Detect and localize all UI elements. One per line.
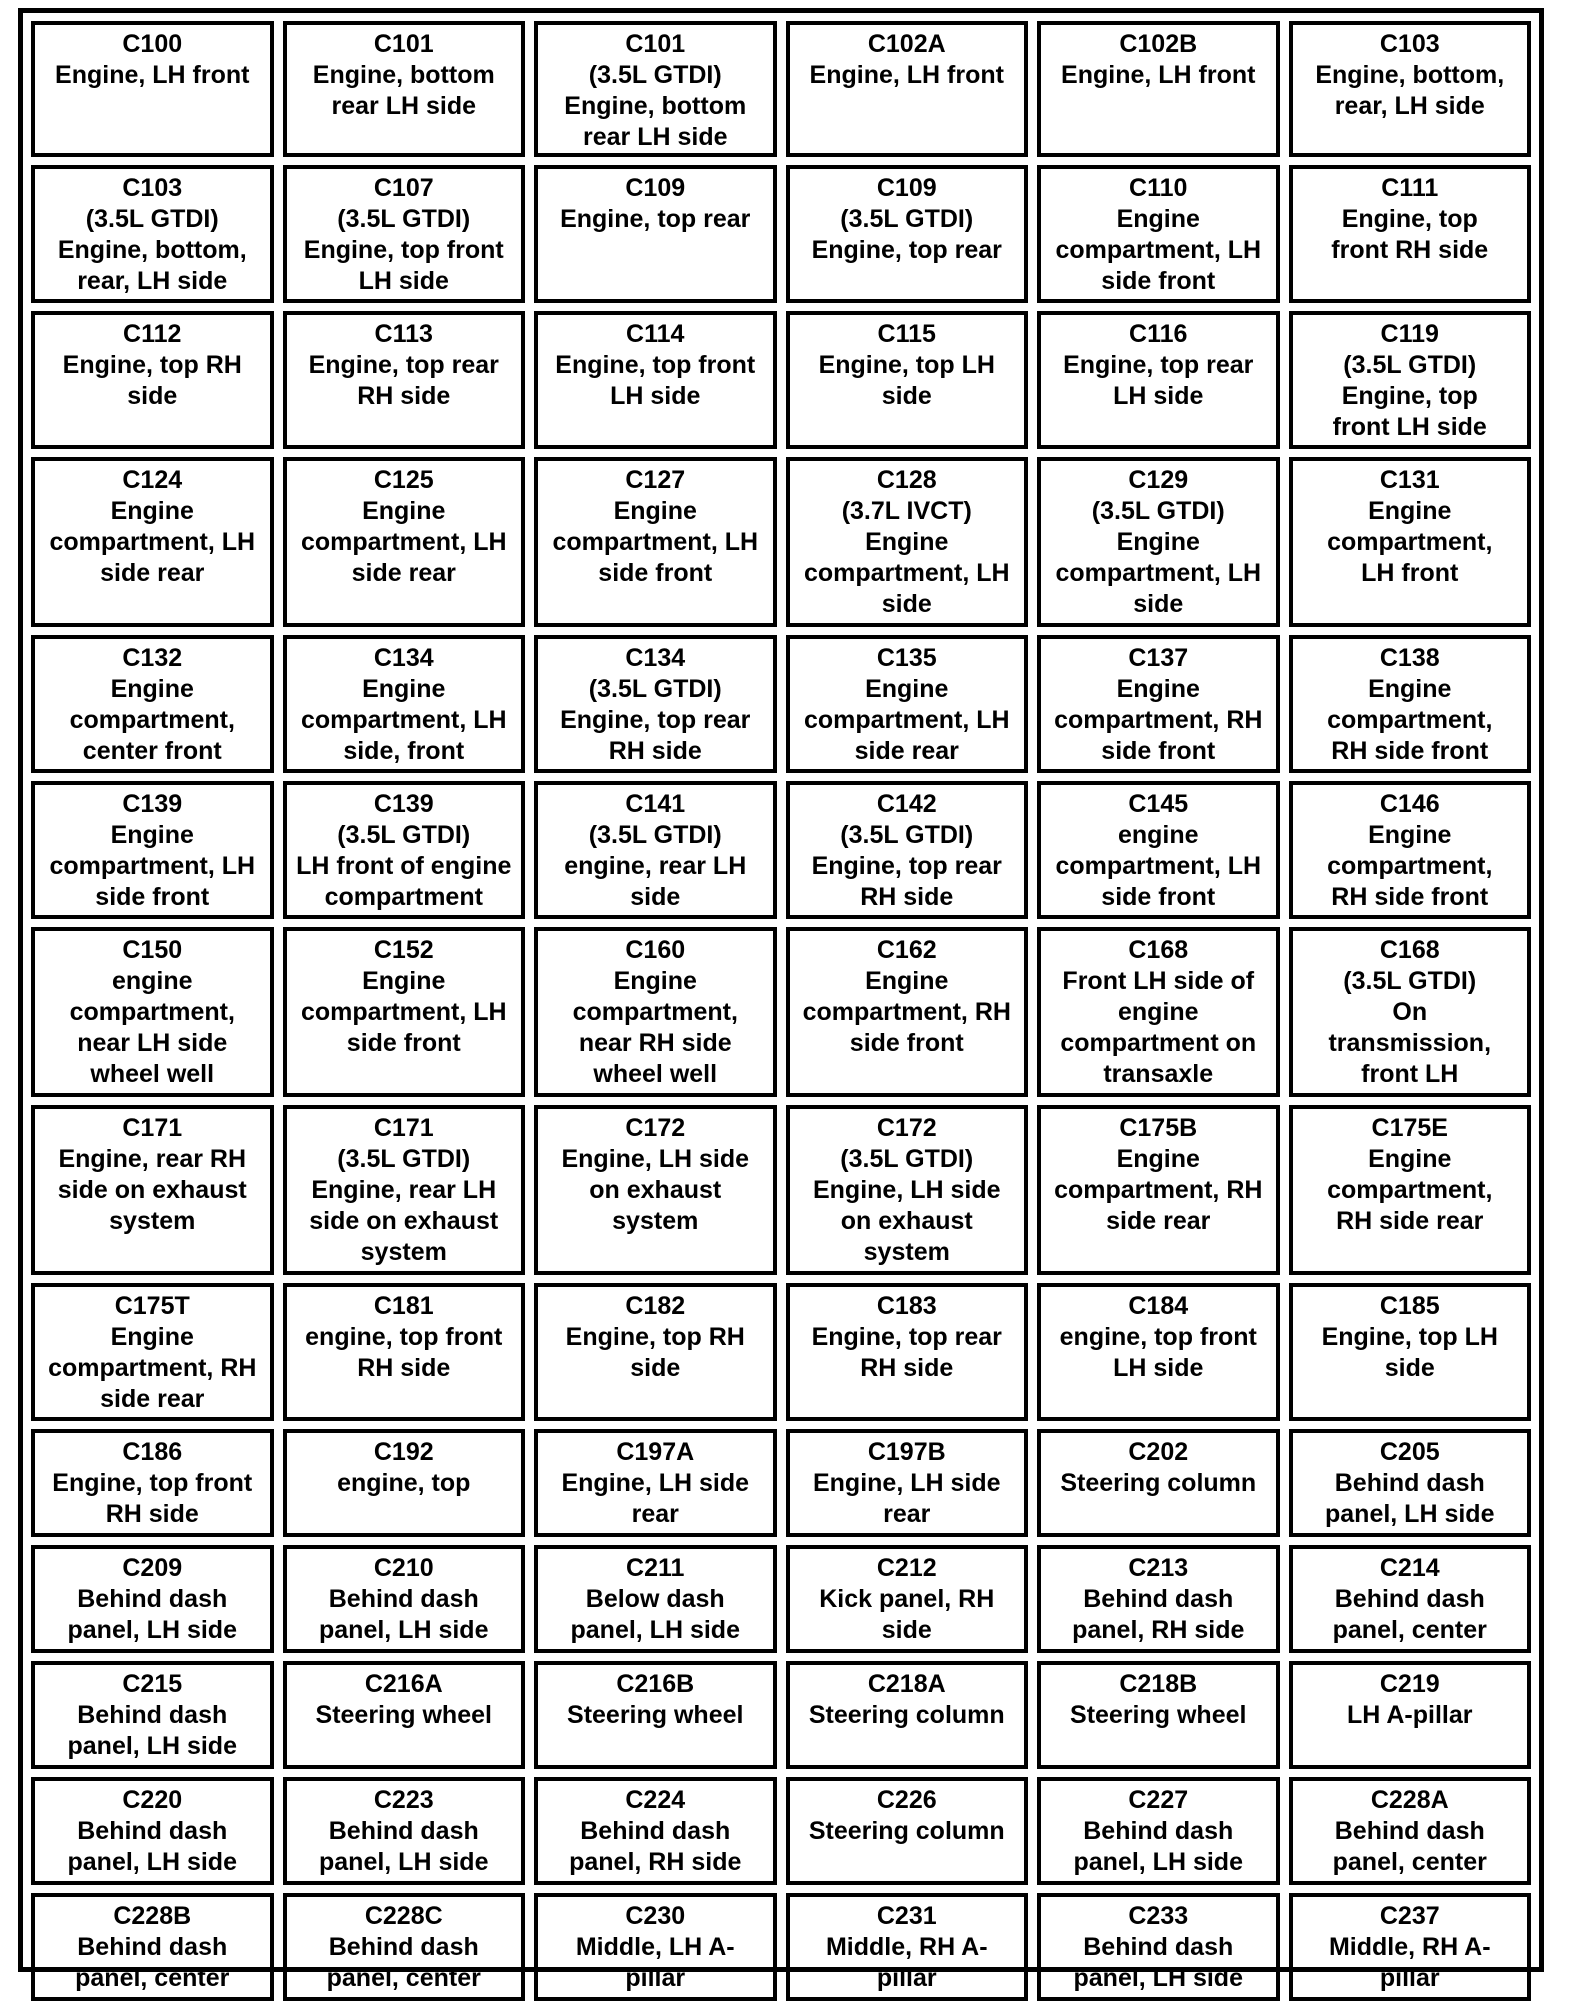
connector-cell [31, 1777, 274, 1885]
connector-id: C184 [1128, 1292, 1189, 1320]
connector-location: Steering column [808, 1817, 1005, 1845]
connector-location: Behind dash panel, LH side [1073, 1933, 1243, 1992]
connector-location: (3.5L GTDI) Engine, top rear RH side [560, 675, 751, 765]
connector-id: C175E [1371, 1114, 1448, 1142]
connector-cell [1037, 1893, 1280, 2001]
connector-id: C214 [1379, 1554, 1440, 1582]
connector-location: Engine compartment, LH side rear [49, 497, 256, 587]
connector-location: (3.5L GTDI) LH front of engine compartment [296, 821, 512, 911]
connector-cell [283, 927, 526, 1097]
connector-cell [786, 635, 1029, 773]
connector-location: Behind dash panel, LH side [1073, 1817, 1243, 1876]
connector-id: C216A [364, 1670, 443, 1698]
connector-location: Engine compartment, RH side rear [1054, 1145, 1263, 1235]
connector-cell [1289, 311, 1532, 449]
connector-location: Steering wheel [315, 1701, 492, 1729]
connector-cell [1289, 457, 1532, 627]
connector-cell [786, 781, 1029, 919]
connector-cell [786, 1777, 1029, 1885]
connector-id: C145 [1128, 790, 1189, 818]
connector-id: C224 [625, 1786, 686, 1814]
connector-id: C111 [1381, 174, 1439, 202]
connector-cell [31, 457, 274, 627]
connector-id: C146 [1379, 790, 1440, 818]
connector-cell [534, 1777, 777, 1885]
connector-id: C124 [122, 466, 183, 494]
connector-id: C100 [122, 30, 183, 58]
connector-id: C128 [876, 466, 937, 494]
connector-location: Engine compartment, LH side, front [300, 675, 507, 765]
connector-cell [31, 1893, 274, 2001]
connector-id: C205 [1379, 1438, 1440, 1466]
connector-id: C115 [877, 320, 936, 348]
connector-location: Engine, LH front [809, 61, 1004, 89]
connector-location: Engine compartment, LH side front [1055, 205, 1262, 295]
connector-id: C132 [122, 644, 183, 672]
connector-id: C102B [1119, 30, 1198, 58]
connector-id: C172 [625, 1114, 686, 1142]
connector-location: Engine, top LH side [1321, 1323, 1498, 1382]
connector-id: C209 [122, 1554, 183, 1582]
connector-id: C213 [1128, 1554, 1189, 1582]
connector-location: Engine compartment, RH side front [1327, 821, 1493, 911]
connector-id: C192 [373, 1438, 434, 1466]
connector-cell [1037, 635, 1280, 773]
connector-cell [534, 927, 777, 1097]
connector-id: C101 [373, 30, 434, 58]
connector-location: (3.5L GTDI) Engine, top front LH side [1332, 351, 1487, 441]
connector-location: Behind dash panel, LH side [67, 1585, 237, 1644]
connector-id: C233 [1128, 1902, 1189, 1930]
connector-id: C131 [1379, 466, 1440, 494]
connector-location: engine compartment, near LH side wheel well [69, 967, 235, 1088]
connector-location: (3.5L GTDI) Engine, rear LH side on exhaust system [309, 1145, 499, 1266]
connector-location: Engine, top rear RH side [308, 351, 499, 410]
connector-id: C212 [876, 1554, 937, 1582]
connector-id: C168 [1379, 936, 1440, 964]
connector-id: C138 [1379, 644, 1440, 672]
connector-cell [31, 311, 274, 449]
connector-id: C230 [625, 1902, 686, 1930]
connector-location: Engine, LH side rear [812, 1469, 1001, 1528]
connector-id: C171 [373, 1114, 434, 1142]
connector-location: Engine, LH side on exhaust system [561, 1145, 750, 1235]
connector-cell [1037, 311, 1280, 449]
connector-id: C219 [1379, 1670, 1440, 1698]
connector-location: Steering column [808, 1701, 1005, 1729]
connector-cell [1289, 1893, 1532, 2001]
connector-id: C186 [122, 1438, 183, 1466]
connector-location: Engine compartment, LH side rear [300, 497, 507, 587]
connector-id: C181 [373, 1292, 434, 1320]
connector-id: C197A [616, 1438, 695, 1466]
connector-cell [283, 21, 526, 157]
connector-id: C135 [876, 644, 937, 672]
connector-location: Steering wheel [567, 1701, 744, 1729]
connector-id: C216B [616, 1670, 695, 1698]
connector-location: Engine, top RH side [565, 1323, 745, 1382]
connector-cell [283, 1283, 526, 1421]
connector-cell [1037, 1545, 1280, 1653]
connector-cell [534, 781, 777, 919]
connector-cell [1289, 1777, 1532, 1885]
connector-cell [534, 635, 777, 773]
connector-id: C109 [625, 174, 686, 202]
connector-cell [1037, 21, 1280, 157]
connector-id: C116 [1129, 320, 1188, 348]
connector-id: C139 [373, 790, 434, 818]
connector-location: Engine compartment, RH side front [1054, 675, 1263, 765]
connector-id: C102A [867, 30, 946, 58]
connector-id: C171 [122, 1114, 183, 1142]
connector-cell [1289, 635, 1532, 773]
connector-cell [31, 1105, 274, 1275]
connector-location: Engine, bottom, rear, LH side [1315, 61, 1505, 120]
connector-id: C110 [1129, 174, 1188, 202]
connector-location: Engine, rear RH side on exhaust system [57, 1145, 247, 1235]
connector-cell [283, 1545, 526, 1653]
connector-cell [1289, 1429, 1532, 1537]
connector-id: C103 [122, 174, 183, 202]
connector-cell [31, 927, 274, 1097]
connector-cell [1289, 21, 1532, 157]
connector-cell [1037, 457, 1280, 627]
connector-cell [534, 1429, 777, 1537]
connector-id: C101 [625, 30, 686, 58]
connector-cell [534, 1283, 777, 1421]
connector-location: Engine, top front RH side [52, 1469, 253, 1528]
connector-cell [1037, 1429, 1280, 1537]
connector-id: C114 [626, 320, 685, 348]
connector-location: (3.5L GTDI) Engine, bottom, rear, LH side [57, 205, 247, 295]
connector-location: Middle, RH A- pillar [1328, 1933, 1491, 1992]
connector-cell [1289, 1545, 1532, 1653]
connector-location: Behind dash panel, RH side [1072, 1585, 1245, 1644]
connector-location: Engine compartment, center front [69, 675, 235, 765]
connector-cell [534, 21, 777, 157]
connector-location: Behind dash panel, LH side [319, 1817, 489, 1876]
connector-location: Behind dash panel, center [1332, 1585, 1487, 1644]
connector-cell [534, 457, 777, 627]
connector-location: (3.5L GTDI) Engine, top rear RH side [811, 821, 1002, 911]
connector-id: C160 [625, 936, 686, 964]
connector-id: C125 [373, 466, 434, 494]
connector-id: C183 [876, 1292, 937, 1320]
connector-table [18, 8, 1544, 1992]
connector-cell [1037, 781, 1280, 919]
connector-location: Kick panel, RH side [819, 1585, 995, 1644]
connector-location: Engine compartment, RH side front [1327, 675, 1493, 765]
connector-location: Engine, top front LH side [555, 351, 756, 410]
connector-location: engine, top front LH side [1059, 1323, 1257, 1382]
connector-id: C218A [867, 1670, 946, 1698]
connector-location: Behind dash panel, LH side [319, 1585, 489, 1644]
connector-location: (3.5L GTDI) Engine compartment, LH side [1055, 497, 1262, 618]
connector-cell [283, 781, 526, 919]
connector-id: C172 [876, 1114, 937, 1142]
connector-id: C218B [1119, 1670, 1198, 1698]
connector-id: C142 [876, 790, 937, 818]
connector-id: C211 [626, 1554, 685, 1582]
connector-cell [31, 781, 274, 919]
connector-location: LH A-pillar [1347, 1701, 1473, 1729]
connector-id: C220 [122, 1786, 183, 1814]
connector-location: Engine compartment, LH side front [300, 967, 507, 1057]
connector-cell [31, 1429, 274, 1537]
connector-location: Engine, top rear RH side [811, 1323, 1002, 1382]
connector-id: C228A [1370, 1786, 1449, 1814]
connector-location: Front LH side of engine compartment on transaxle [1060, 967, 1257, 1088]
connector-id: C231 [876, 1902, 937, 1930]
connector-location: (3.5L GTDI) On transmission, front LH [1328, 967, 1492, 1088]
connector-id: C134 [373, 644, 434, 672]
connector-location: Behind dash panel, LH side [67, 1817, 237, 1876]
connector-location: Engine compartment, LH front [1327, 497, 1493, 587]
connector-id: C210 [373, 1554, 434, 1582]
connector-location: Engine, bottom rear LH side [312, 61, 495, 120]
connector-id: C127 [625, 466, 686, 494]
connector-location: Engine compartment, RH side front [802, 967, 1011, 1057]
connector-cell [283, 635, 526, 773]
connector-cell [1289, 1105, 1532, 1275]
connector-cell [1289, 781, 1532, 919]
connector-location: Behind dash panel, center [326, 1933, 481, 1992]
connector-cell [31, 1283, 274, 1421]
connector-cell [534, 311, 777, 449]
connector-location: Engine compartment, LH side front [49, 821, 256, 911]
connector-id: C113 [374, 320, 433, 348]
connector-location: engine, top front RH side [305, 1323, 503, 1382]
connector-cell [786, 1661, 1029, 1769]
connector-cell [534, 1661, 777, 1769]
connector-location: Behind dash panel, center [1332, 1817, 1487, 1876]
connector-id: C150 [122, 936, 183, 964]
connector-id: C175B [1119, 1114, 1198, 1142]
connector-location: Behind dash panel, center [75, 1933, 230, 1992]
connector-cell [786, 21, 1029, 157]
connector-id: C129 [1128, 466, 1189, 494]
connector-cell [1289, 927, 1532, 1097]
connector-cell [1037, 1105, 1280, 1275]
connector-id: C152 [373, 936, 434, 964]
connector-cell [31, 21, 274, 157]
connector-cell [786, 1283, 1029, 1421]
connector-id: C162 [876, 936, 937, 964]
connector-location: Engine, top LH side [818, 351, 995, 410]
connector-grid [31, 21, 1531, 1992]
connector-location: Below dash panel, LH side [570, 1585, 740, 1644]
connector-cell [283, 1661, 526, 1769]
connector-cell [31, 635, 274, 773]
connector-location: Behind dash panel, LH side [1325, 1469, 1495, 1528]
connector-id: C227 [1128, 1786, 1189, 1814]
connector-id: C134 [625, 644, 686, 672]
connector-id: C168 [1128, 936, 1189, 964]
connector-location: Steering wheel [1070, 1701, 1247, 1729]
connector-cell [283, 457, 526, 627]
connector-cell [283, 1105, 526, 1275]
connector-location: Engine compartment, near RH side wheel well [572, 967, 738, 1088]
connector-cell [1289, 165, 1532, 303]
connector-id: C202 [1128, 1438, 1189, 1466]
connector-cell [283, 311, 526, 449]
connector-cell [534, 1105, 777, 1275]
connector-cell [786, 1429, 1029, 1537]
connector-location: (3.7L IVCT) Engine compartment, LH side [803, 497, 1010, 618]
connector-cell [1037, 1777, 1280, 1885]
connector-location: Engine, top rear LH side [1063, 351, 1254, 410]
connector-cell [786, 1545, 1029, 1653]
connector-location: Engine, top front RH side [1331, 205, 1489, 264]
connector-id: C175T [114, 1292, 190, 1320]
connector-cell [1289, 1661, 1532, 1769]
connector-id: C228B [113, 1902, 192, 1930]
connector-location: Engine, LH front [55, 61, 250, 89]
connector-id: C119 [1380, 320, 1439, 348]
connector-cell [283, 1429, 526, 1537]
connector-cell [786, 311, 1029, 449]
connector-cell [786, 165, 1029, 303]
connector-location: (3.5L GTDI) Engine, LH side on exhaust system [812, 1145, 1001, 1266]
connector-location: Steering column [1060, 1469, 1257, 1497]
connector-id: C182 [625, 1292, 686, 1320]
connector-location: Engine compartment, LH side front [552, 497, 759, 587]
connector-location: Engine compartment, RH side rear [1327, 1145, 1493, 1235]
connector-cell [534, 165, 777, 303]
connector-id: C197B [867, 1438, 946, 1466]
connector-location: Engine, top rear [560, 205, 751, 233]
connector-cell [1037, 927, 1280, 1097]
connector-location: (3.5L GTDI) Engine, top rear [811, 205, 1002, 264]
connector-location: Engine compartment, RH side rear [48, 1323, 257, 1413]
connector-id: C141 [625, 790, 686, 818]
connector-id: C137 [1128, 644, 1189, 672]
connector-cell [31, 165, 274, 303]
connector-location: Engine, LH side rear [561, 1469, 750, 1528]
connector-cell [1037, 165, 1280, 303]
connector-id: C228C [364, 1902, 443, 1930]
connector-location: (3.5L GTDI) Engine, top front LH side [303, 205, 504, 295]
connector-id: C103 [1379, 30, 1440, 58]
connector-location: (3.5L GTDI) Engine, bottom rear LH side [564, 61, 747, 151]
connector-cell [1037, 1661, 1280, 1769]
connector-location: Middle, RH A- pillar [825, 1933, 988, 1992]
connector-cell [786, 1105, 1029, 1275]
connector-cell [1037, 1283, 1280, 1421]
connector-location: (3.5L GTDI) engine, rear LH side [564, 821, 747, 911]
connector-location: Engine, top RH side [62, 351, 242, 410]
connector-cell [283, 1893, 526, 2001]
connector-location: Behind dash panel, RH side [569, 1817, 742, 1876]
connector-cell [534, 1545, 777, 1653]
connector-location: Behind dash panel, LH side [67, 1701, 237, 1760]
connector-cell [283, 1777, 526, 1885]
connector-cell [786, 1893, 1029, 2001]
connector-location: Engine compartment, LH side rear [803, 675, 1010, 765]
connector-id: C223 [373, 1786, 434, 1814]
connector-location: engine, top [337, 1469, 471, 1497]
connector-id: C215 [122, 1670, 183, 1698]
connector-id: C109 [876, 174, 937, 202]
connector-cell [786, 927, 1029, 1097]
connector-cell [786, 457, 1029, 627]
connector-location: Middle, LH A- pillar [575, 1933, 735, 1992]
connector-cell [283, 165, 526, 303]
connector-id: C185 [1379, 1292, 1440, 1320]
connector-id: C112 [123, 320, 182, 348]
connector-location: engine compartment, LH side front [1055, 821, 1262, 911]
connector-id: C139 [122, 790, 183, 818]
connector-cell [1289, 1283, 1532, 1421]
connector-cell [31, 1545, 274, 1653]
connector-id: C107 [373, 174, 434, 202]
connector-id: C237 [1379, 1902, 1440, 1930]
connector-cell [534, 1893, 777, 2001]
connector-location: Engine, LH front [1061, 61, 1256, 89]
connector-id: C226 [876, 1786, 937, 1814]
connector-cell [31, 1661, 274, 1769]
